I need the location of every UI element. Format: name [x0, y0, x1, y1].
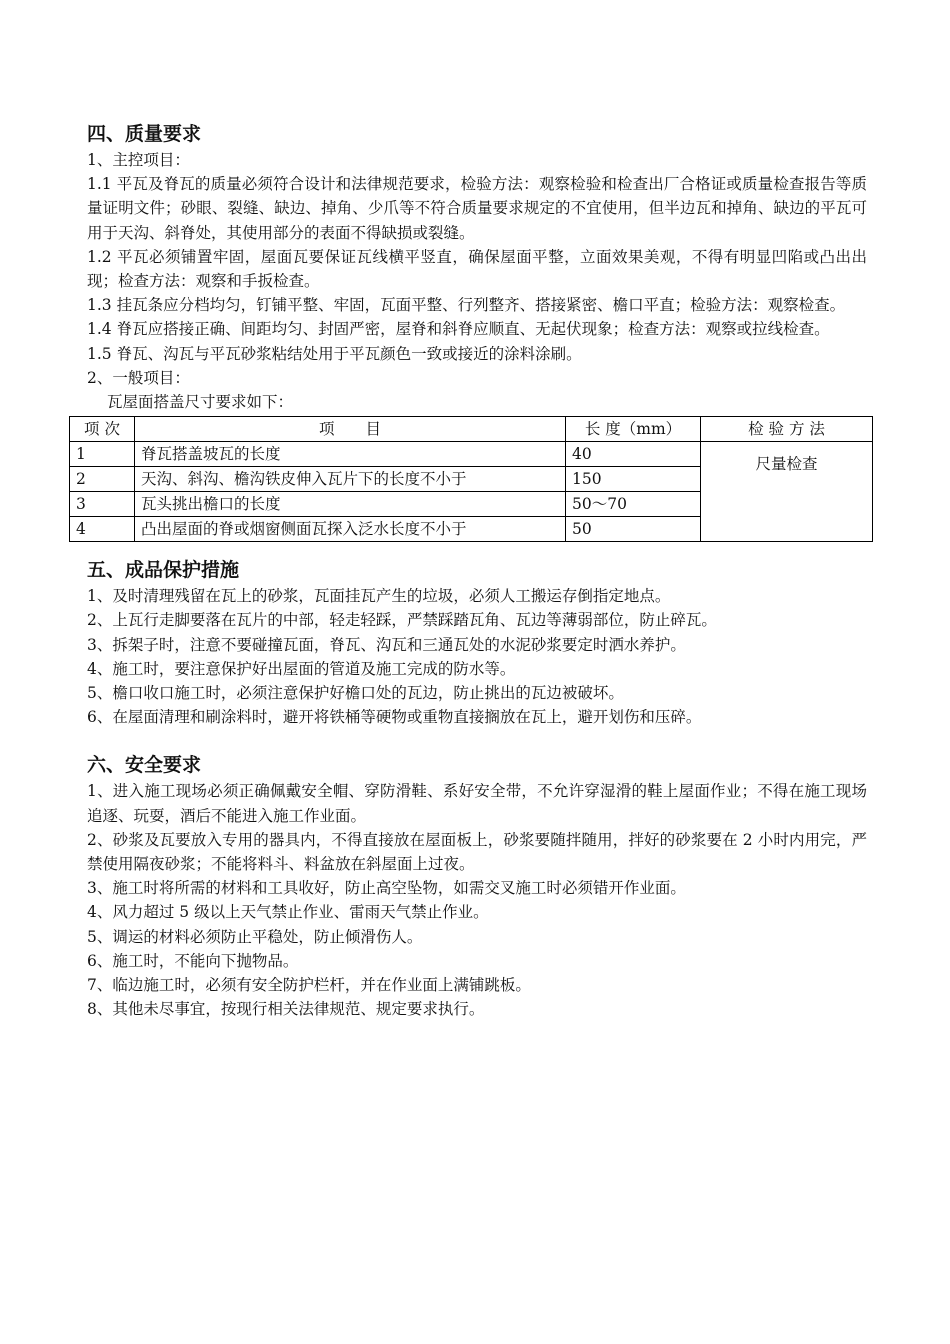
row-number: 4	[70, 517, 135, 542]
paragraph: 1、及时清理残留在瓦上的砂浆，瓦面挂瓦产生的垃圾，必须人工搬运存倒指定地点。	[87, 587, 671, 606]
paragraph: 4、风力超过 5 级以上天气禁止作业、雷雨天气禁止作业。	[87, 903, 489, 922]
row-length: 150	[566, 467, 701, 492]
paragraph: 2、上瓦行走脚要落在瓦片的中部，轻走轻踩，严禁踩踏瓦角、瓦边等薄弱部位，防止碎瓦。	[87, 611, 717, 630]
paragraph: 1.3 挂瓦条应分档均匀，钉铺平整、牢固，瓦面平整、行列整齐、搭接紧密、檐口平直；检验方法：观察检查。	[87, 296, 846, 315]
paragraph: 7、临边施工时，必须有安全防护栏杆，并在作业面上满铺跳板。	[87, 976, 531, 995]
section-5-title: 五、成品保护措施	[87, 559, 240, 582]
paragraph: 1、进入施工现场必须正确佩戴安全帽、穿防滑鞋、系好安全带，不允许穿湿滑的鞋上屋面作业；不得在施工现场追逐、玩耍，酒后不能进入施工作业面。	[87, 782, 867, 825]
header-cell: 长 度（mm）	[566, 417, 701, 442]
paragraph: 6、在屋面清理和刷涂料时，避开将铁桶等硬物或重物直接搁放在瓦上，避开划伤和压碎。	[87, 708, 702, 727]
paragraph: 5、调运的材料必须防止平稳处，防止倾滑伤人。	[87, 927, 423, 946]
row-length: 50～70	[566, 492, 701, 517]
row-item: 瓦头挑出檐口的长度	[135, 492, 566, 517]
paragraph: 1.1 平瓦及脊瓦的质量必须符合设计和法律规范要求，检验方法：观察检验和检查出厂合格证或质量检查报告等质量证明文件；砂眼、裂缝、缺边、掉角、少爪等不符合质量要求规定的不宜使用，但半边瓦和掉角、缺边的平瓦可用于天沟、斜脊处，其使用部分的表面不得缺损或裂缝。	[87, 175, 867, 242]
paragraph: 2、砂浆及瓦要放入专用的器具内，不得直接放在屋面板上，砂浆要随拌随用，拌好的砂浆要在 2 小时内用完，严禁使用隔夜砂浆；不能将料斗、料盆放在斜屋面上过夜。	[87, 830, 867, 874]
paragraph: 4、施工时，要注意保护好出屋面的管道及施工完成的防水等。	[87, 659, 516, 678]
paragraph: 6、施工时，不能向下抛物品。	[87, 951, 299, 970]
header-cell: 项 目	[135, 417, 566, 442]
row-length: 40	[566, 442, 701, 467]
table-row	[70, 442, 873, 467]
paragraph: 5、檐口收口施工时，必须注意保护好檐口处的瓦边，防止挑出的瓦边被破坏。	[87, 684, 624, 703]
tile-overlap-table	[69, 416, 873, 542]
section-4-title: 四、质量要求	[87, 123, 202, 145]
paragraph: 1.5 脊瓦、沟瓦与平瓦砂浆粘结处用于平瓦颜色一致或接近的涂料涂刷。	[87, 344, 582, 363]
paragraph: 3、施工时将所需的材料和工具收好，防止高空坠物，如需交叉施工时必须错开作业面。	[87, 879, 686, 898]
row-item: 脊瓦搭盖坡瓦的长度	[135, 442, 566, 467]
section-6-title: 六、安全要求	[87, 754, 202, 777]
row-item: 凸出屋面的脊或烟窗侧面瓦探入泛水长度不小于	[135, 517, 566, 542]
paragraph: 1、主控项目：	[87, 151, 190, 169]
row-number: 2	[70, 467, 135, 492]
row-number: 1	[70, 442, 135, 467]
document-page	[76, 120, 867, 1021]
paragraph: 8、其他未尽事宜，按现行相关法律规范、规定要求执行。	[87, 1000, 485, 1019]
paragraph: 1.4 脊瓦应搭接正确、间距均匀、封固严密，屋脊和斜脊应顺直、无起伏现象；检查方法：观察或拉线检查。	[87, 320, 830, 339]
table-header-row	[70, 417, 873, 442]
row-number: 3	[70, 492, 135, 517]
table-caption: 瓦屋面搭盖尺寸要求如下：	[107, 393, 294, 412]
row-length: 50	[566, 517, 701, 542]
paragraph: 3、拆架子时，注意不要碰撞瓦面，脊瓦、沟瓦和三通瓦处的水泥砂浆要定时洒水养护。	[87, 635, 686, 654]
inspection-method-cell: 尺量检查	[701, 442, 873, 542]
header-cell: 检 验 方 法	[701, 417, 873, 442]
paragraph: 1.2 平瓦必须铺置牢固，屋面瓦要保证瓦线横平竖直，确保屋面平整，立面效果美观，不得有明显凹陷或凸出出现；检查方法：观察和手扳检查。	[87, 247, 867, 291]
row-item: 天沟、斜沟、檐沟铁皮伸入瓦片下的长度不小于	[135, 467, 566, 492]
header-cell: 项 次	[70, 417, 135, 442]
paragraph: 2、一般项目：	[87, 368, 190, 387]
